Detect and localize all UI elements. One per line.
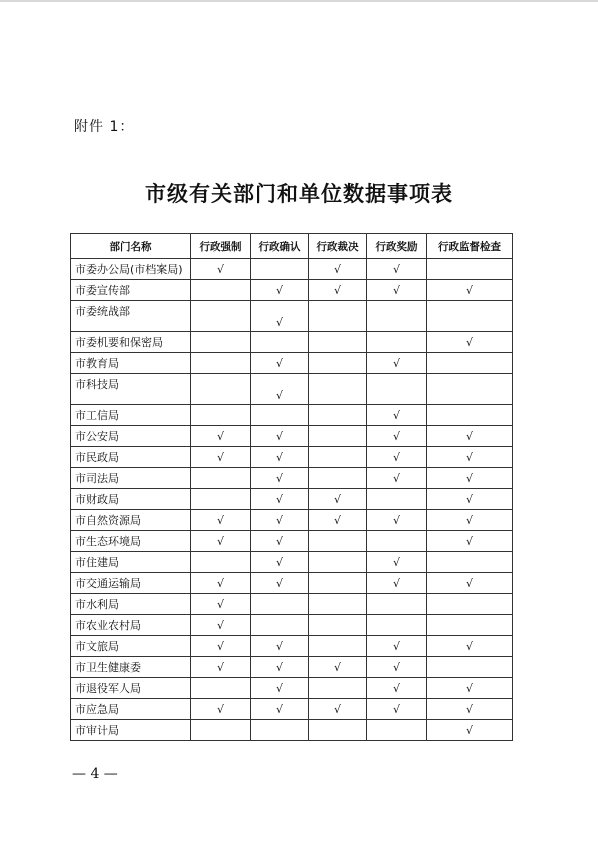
check-mark-cell: √ bbox=[251, 353, 309, 374]
empty-cell bbox=[427, 594, 513, 615]
empty-cell bbox=[191, 332, 251, 353]
empty-cell bbox=[367, 332, 427, 353]
check-mark-cell: √ bbox=[309, 699, 367, 720]
check-mark-cell: √ bbox=[309, 259, 367, 280]
dept-name-cell: 市农业农村局 bbox=[71, 615, 191, 636]
check-mark-cell: √ bbox=[427, 636, 513, 657]
check-mark-cell: √ bbox=[427, 678, 513, 699]
empty-cell bbox=[191, 405, 251, 426]
check-mark-cell: √ bbox=[191, 636, 251, 657]
dept-name-cell: 市司法局 bbox=[71, 468, 191, 489]
empty-cell bbox=[367, 594, 427, 615]
empty-cell bbox=[427, 301, 513, 332]
check-mark-cell: √ bbox=[251, 447, 309, 468]
table-row bbox=[71, 531, 513, 552]
check-mark-cell: √ bbox=[251, 636, 309, 657]
empty-cell bbox=[309, 447, 367, 468]
check-mark-cell: √ bbox=[191, 510, 251, 531]
table-row bbox=[71, 699, 513, 720]
scan-edge bbox=[0, 0, 598, 2]
empty-cell bbox=[309, 531, 367, 552]
table-row bbox=[71, 489, 513, 510]
check-mark-cell: √ bbox=[427, 468, 513, 489]
check-mark-cell: √ bbox=[427, 720, 513, 741]
empty-cell bbox=[309, 332, 367, 353]
empty-cell bbox=[367, 531, 427, 552]
header-admin-supervision: 行政监督检查 bbox=[427, 234, 513, 259]
dept-name-cell: 市财政局 bbox=[71, 489, 191, 510]
empty-cell bbox=[191, 720, 251, 741]
dept-name-cell: 市审计局 bbox=[71, 720, 191, 741]
check-mark-cell: √ bbox=[367, 259, 427, 280]
check-mark-cell: √ bbox=[251, 573, 309, 594]
empty-cell bbox=[367, 489, 427, 510]
dept-name-cell: 市委办公局(市档案局) bbox=[71, 259, 191, 280]
dept-name-cell: 市文旅局 bbox=[71, 636, 191, 657]
empty-cell bbox=[191, 280, 251, 301]
table-row bbox=[71, 720, 513, 741]
check-mark-cell: √ bbox=[427, 489, 513, 510]
check-mark-cell: √ bbox=[191, 573, 251, 594]
dept-name-cell: 市委机要和保密局 bbox=[71, 332, 191, 353]
attachment-label: 附件 1： bbox=[74, 119, 135, 135]
check-mark-cell: √ bbox=[251, 301, 309, 332]
empty-cell bbox=[191, 489, 251, 510]
check-mark-cell: √ bbox=[251, 374, 309, 405]
check-mark-cell: √ bbox=[191, 657, 251, 678]
dept-name-cell: 市工信局 bbox=[71, 405, 191, 426]
dept-name-cell: 市委宣传部 bbox=[71, 280, 191, 301]
page-number: — 4 — bbox=[72, 766, 118, 782]
empty-cell bbox=[427, 657, 513, 678]
check-mark-cell: √ bbox=[191, 615, 251, 636]
table-body bbox=[71, 259, 513, 741]
empty-cell bbox=[427, 615, 513, 636]
check-mark-cell: √ bbox=[367, 636, 427, 657]
dept-name-cell: 市卫生健康委 bbox=[71, 657, 191, 678]
table-row bbox=[71, 573, 513, 594]
table-row bbox=[71, 353, 513, 374]
empty-cell bbox=[427, 353, 513, 374]
empty-cell bbox=[309, 636, 367, 657]
empty-cell bbox=[191, 353, 251, 374]
check-mark-cell: √ bbox=[251, 489, 309, 510]
check-mark-cell: √ bbox=[367, 280, 427, 301]
empty-cell bbox=[427, 374, 513, 405]
empty-cell bbox=[191, 468, 251, 489]
dept-name-cell: 市住建局 bbox=[71, 552, 191, 573]
empty-cell bbox=[309, 678, 367, 699]
department-data-table bbox=[70, 233, 513, 741]
check-mark-cell: √ bbox=[427, 332, 513, 353]
empty-cell bbox=[191, 301, 251, 332]
dept-name-cell: 市交通运输局 bbox=[71, 573, 191, 594]
table-row bbox=[71, 615, 513, 636]
empty-cell bbox=[191, 552, 251, 573]
data-table-container bbox=[70, 233, 513, 741]
empty-cell bbox=[309, 594, 367, 615]
header-admin-adjudication: 行政裁决 bbox=[309, 234, 367, 259]
table-row bbox=[71, 332, 513, 353]
table-row bbox=[71, 405, 513, 426]
dept-name-cell: 市退役军人局 bbox=[71, 678, 191, 699]
empty-cell bbox=[251, 405, 309, 426]
table-row bbox=[71, 426, 513, 447]
check-mark-cell: √ bbox=[191, 531, 251, 552]
empty-cell bbox=[191, 678, 251, 699]
empty-cell bbox=[251, 720, 309, 741]
empty-cell bbox=[367, 720, 427, 741]
table-row bbox=[71, 657, 513, 678]
header-dept-name: 部门名称 bbox=[71, 234, 191, 259]
empty-cell bbox=[309, 615, 367, 636]
check-mark-cell: √ bbox=[427, 447, 513, 468]
check-mark-cell: √ bbox=[427, 426, 513, 447]
check-mark-cell: √ bbox=[309, 489, 367, 510]
check-mark-cell: √ bbox=[367, 657, 427, 678]
empty-cell bbox=[427, 405, 513, 426]
empty-cell bbox=[251, 594, 309, 615]
check-mark-cell: √ bbox=[309, 657, 367, 678]
check-mark-cell: √ bbox=[427, 510, 513, 531]
check-mark-cell: √ bbox=[251, 510, 309, 531]
empty-cell bbox=[251, 332, 309, 353]
table-row bbox=[71, 280, 513, 301]
check-mark-cell: √ bbox=[367, 468, 427, 489]
table-row bbox=[71, 552, 513, 573]
empty-cell bbox=[427, 259, 513, 280]
empty-cell bbox=[251, 259, 309, 280]
check-mark-cell: √ bbox=[251, 678, 309, 699]
check-mark-cell: √ bbox=[251, 531, 309, 552]
empty-cell bbox=[427, 552, 513, 573]
empty-cell bbox=[367, 374, 427, 405]
check-mark-cell: √ bbox=[251, 699, 309, 720]
empty-cell bbox=[309, 374, 367, 405]
check-mark-cell: √ bbox=[251, 552, 309, 573]
empty-cell bbox=[309, 426, 367, 447]
table-row bbox=[71, 636, 513, 657]
empty-cell bbox=[367, 615, 427, 636]
table-row bbox=[71, 468, 513, 489]
dept-name-cell: 市民政局 bbox=[71, 447, 191, 468]
check-mark-cell: √ bbox=[367, 699, 427, 720]
check-mark-cell: √ bbox=[251, 426, 309, 447]
check-mark-cell: √ bbox=[191, 699, 251, 720]
header-admin-confirmation: 行政确认 bbox=[251, 234, 309, 259]
empty-cell bbox=[367, 301, 427, 332]
table-row bbox=[71, 301, 513, 332]
dept-name-cell: 市委统战部 bbox=[71, 301, 191, 332]
table-row bbox=[71, 259, 513, 280]
check-mark-cell: √ bbox=[251, 468, 309, 489]
dept-name-cell: 市科技局 bbox=[71, 374, 191, 405]
dept-name-cell: 市水利局 bbox=[71, 594, 191, 615]
table-row bbox=[71, 678, 513, 699]
empty-cell bbox=[309, 720, 367, 741]
empty-cell bbox=[309, 301, 367, 332]
document-title: 市级有关部门和单位数据事项表 bbox=[145, 181, 453, 206]
check-mark-cell: √ bbox=[367, 510, 427, 531]
check-mark-cell: √ bbox=[251, 657, 309, 678]
table-row bbox=[71, 447, 513, 468]
header-admin-enforcement: 行政强制 bbox=[191, 234, 251, 259]
check-mark-cell: √ bbox=[367, 353, 427, 374]
empty-cell bbox=[309, 468, 367, 489]
check-mark-cell: √ bbox=[251, 280, 309, 301]
dept-name-cell: 市自然资源局 bbox=[71, 510, 191, 531]
check-mark-cell: √ bbox=[191, 259, 251, 280]
table-header-row bbox=[71, 234, 513, 259]
empty-cell bbox=[309, 353, 367, 374]
table-row bbox=[71, 374, 513, 405]
check-mark-cell: √ bbox=[427, 699, 513, 720]
empty-cell bbox=[309, 405, 367, 426]
check-mark-cell: √ bbox=[367, 426, 427, 447]
dept-name-cell: 市公安局 bbox=[71, 426, 191, 447]
table-row bbox=[71, 594, 513, 615]
check-mark-cell: √ bbox=[309, 280, 367, 301]
table-row bbox=[71, 510, 513, 531]
check-mark-cell: √ bbox=[191, 447, 251, 468]
dept-name-cell: 市生态环境局 bbox=[71, 531, 191, 552]
check-mark-cell: √ bbox=[367, 447, 427, 468]
check-mark-cell: √ bbox=[427, 573, 513, 594]
empty-cell bbox=[251, 615, 309, 636]
check-mark-cell: √ bbox=[367, 552, 427, 573]
check-mark-cell: √ bbox=[309, 510, 367, 531]
dept-name-cell: 市应急局 bbox=[71, 699, 191, 720]
check-mark-cell: √ bbox=[367, 405, 427, 426]
check-mark-cell: √ bbox=[191, 594, 251, 615]
empty-cell bbox=[191, 374, 251, 405]
check-mark-cell: √ bbox=[427, 531, 513, 552]
header-admin-reward: 行政奖励 bbox=[367, 234, 427, 259]
check-mark-cell: √ bbox=[367, 678, 427, 699]
empty-cell bbox=[309, 573, 367, 594]
check-mark-cell: √ bbox=[367, 573, 427, 594]
dept-name-cell: 市教育局 bbox=[71, 353, 191, 374]
empty-cell bbox=[309, 552, 367, 573]
check-mark-cell: √ bbox=[191, 426, 251, 447]
check-mark-cell: √ bbox=[427, 280, 513, 301]
